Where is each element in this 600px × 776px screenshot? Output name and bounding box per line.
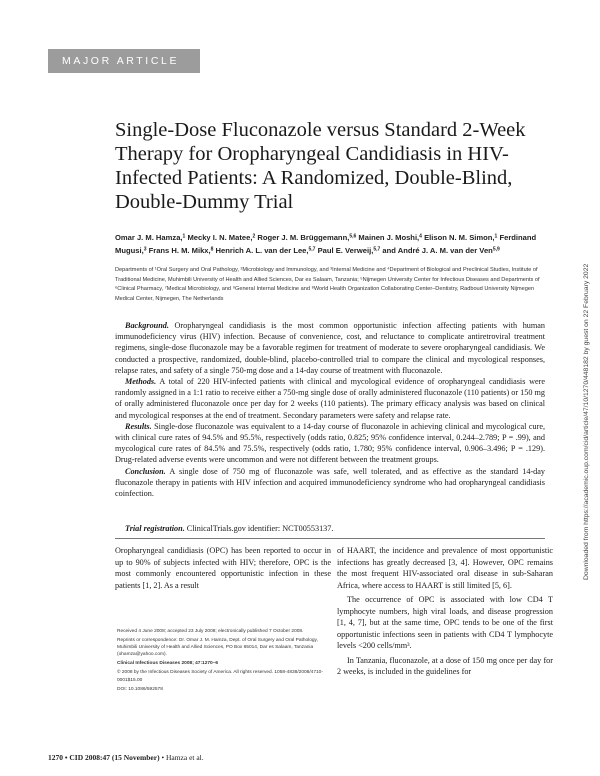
abstract-section-text: A total of 220 HIV-infected patients with clinical and mycological evidence of oropharyngeal candidiasis were randomly assigned in a 1:1 ratio to receive either a 750-mg single dose of orally administered fluconazole (110 patients) or 150 mg of orally administered fluconazole once per day for 2 weeks (110 patients). The primary efficacy analysis was based on clinical and mycological responses at the end of treatment. Secondary parameters were safety and relapse rate. [115, 377, 545, 420]
footer-citation: 1270 • CID 2008:47 (15 November) [48, 753, 160, 762]
author-name: and André J. A. M. van der Ven [382, 246, 493, 255]
author-name: Ferdinand Mugusi, [115, 233, 537, 255]
abstract-section-label: Background. [125, 321, 169, 330]
body-paragraph: The occurrence of OPC is associated with low CD4 T lymphocyte numbers, high viral loads, and disease progression [1, 4, 7], but at the same time, OPC tends to be one of the first opportunistic infections seen in patients with CD4 T lymphocyte levels <200 cells/mm³. [337, 595, 553, 650]
abstract-section-label: Results. [125, 421, 152, 431]
author-affiliation-marker: 2 [252, 233, 256, 240]
author-affiliation-marker: 5,9 [492, 246, 500, 253]
author-name: Mainen J. Moshi, [358, 233, 420, 242]
body-paragraph: In Tanzania, fluconazole, at a dose of 150 mg once per day for 2 weeks, is included in the guidelines for [337, 655, 553, 676]
article-type-banner: MAJOR ARTICLE [48, 49, 200, 73]
author-list [115, 231, 545, 257]
body-paragraph: of HAART, the incidence and prevalence of most opportunistic infections has greatly decreased [3, 4]. However, OPC remains the most frequent HIV-associated oral disease in sub-Saharan Africa, where access to HAART is still limited [5, 6]. [337, 546, 553, 590]
download-watermark-text: Downloaded from https://academic.oup.com/cid/article/47/10/1270/448182 by guest on 22 February 2022 [583, 263, 590, 580]
author-name: Elison N. M. Simon, [424, 233, 495, 242]
author-name: Omar J. M. Hamza, [115, 233, 183, 242]
abstract-section-text: A single dose of 750 mg of fluconazole was safe, well tolerated, and as effective as the standard 14-day fluconazole therapy in patients with HIV infection and acquired immunodeficiency syndrome who had oropharyngeal candidiasis coinfection. [115, 466, 545, 499]
abstract-section-label: Methods. [125, 377, 157, 387]
article-title: Single-Dose Fluconazole versus Standard 2-Week Therapy for Oropharyngeal Candidiasis in HIV-Infected Patients: A Randomized, Double-Blind, Double-Dummy Trial [115, 119, 526, 213]
author-name: Frans H. M. Mikx, [148, 246, 211, 255]
trial-registration-label: Trial registration. [125, 524, 185, 533]
section-divider [115, 538, 545, 539]
body-column-left [115, 545, 331, 615]
author-affiliation-marker: 8 [210, 246, 214, 253]
author-affiliation-marker: 5,7 [373, 246, 381, 253]
abstract-paragraph [115, 421, 545, 466]
author-affiliation-marker: 5,6 [349, 233, 357, 240]
author-name: Henrich A. L. van der Lee, [215, 246, 309, 255]
trial-registration [115, 523, 545, 534]
body-paragraph: Oropharyngeal candidiasis (OPC) has been reported to occur in up to 90% of subjects infected with HIV; therefore, OPC is the most commonly encountered opportunistic infection in these patients [1, 2]. As a result [115, 546, 331, 590]
author-affiliation-marker: 3 [143, 246, 147, 253]
author-affiliation-marker: 1 [182, 233, 186, 240]
doi[interactable]: DOI: 10.1086/592578 [117, 686, 163, 692]
abstract-section-text: Oropharyngeal candidiasis is the most common opportunistic infection affecting patients with human immunodeficiency virus (HIV) infection. Because of convenience, cost, and reluctance to complicate antiretroviral treatment regimens, single-dose fluconazole may be a favorable regimen for treatment of moderate to severe oropharyngeal candidiasis. We conducted a prospective, randomized, double-blind, placebo-controlled trial to compare the clinical and mycological responses, relapse rates, and safety of a single 750-mg dose and a 14-day course of treatment with fluconazole. [115, 321, 545, 375]
abstract-paragraph [115, 466, 545, 500]
body-column-right [337, 545, 553, 681]
download-watermark [582, 200, 592, 580]
reprints-note: Reprints or correspondence: Dr. Omar J. M. Hamza, Dept. of Oral Surgery and Oral Pathology, Muhimbili University of Health and Allied Sciences, PO Box 65014, Dar es Salaam, Tanzania (ohamza@yahoo.com). [117, 638, 318, 658]
abstract-section-label: Conclusion. [125, 466, 166, 476]
author-name: Roger J. M. Brüggemann, [257, 233, 350, 242]
received-note: Received 4 June 2008; accepted 23 July 2008; electronically published 7 October 2008. [117, 629, 304, 634]
footer-authors: • Hamza et al. [161, 753, 204, 762]
article-footnotes [117, 628, 329, 695]
abstract-paragraph [115, 320, 545, 376]
abstract-paragraph [115, 376, 545, 421]
author-name: Paul E. Verweij, [317, 246, 374, 255]
author-affiliation-marker: 1 [494, 233, 498, 240]
abstract-section-text: Single-dose fluconazole was equivalent to a 14-day course of fluconazole in achieving clinical and mycological cure, with clinical cure rates of 94.5% and 95.5%, respectively (odds ratio, 0.825; 95% confidence interval, 0.244–2.789; P = .99), and mycological cure rates of 84.5% and 75.5%, respectively (odds ratio, 1.780; 95% confidence interval, 0.906–3.496; P = .129). Drug-related adverse events were uncommon and were not different between the treatment groups. [115, 421, 546, 465]
author-name: Mecky I. N. Matee, [187, 233, 253, 242]
copyright-note: © 2008 by the Infectious Diseases Society of America. All rights reserved. 1058-4838/2008/4710-0001$15.00 [117, 670, 323, 683]
page-footer [48, 753, 348, 763]
trial-registration-text: ClinicalTrials.gov identifier: NCT00553137. [186, 524, 334, 533]
abstract [115, 320, 545, 499]
affiliations: Departments of ¹Oral Surgery and Oral Pathology, ²Microbiology and Immunology, and ³Internal Medicine and ⁴Department of Biological and Preclinical Studies, Institute of Traditional Medicine, Muhimbili University of Health and Allied Sciences, Dar es Salaam, Tanzania; ⁵Nijmegen University Center for Infectious Diseases and Departments of ⁶Clinical Pharmacy, ⁷Medical Microbiology, and ⁹General Internal Medicine and ⁸World Health Organization Collaborating Center–Dentistry, Radboud University Nijmegen Medical Center, Nijmegen, The Netherlands [115, 267, 540, 302]
author-affiliation-marker: 5,7 [308, 246, 316, 253]
journal-citation: Clinical Infectious Diseases 2008; 47:1270–6 [117, 661, 219, 667]
author-affiliation-marker: 4 [419, 233, 422, 240]
